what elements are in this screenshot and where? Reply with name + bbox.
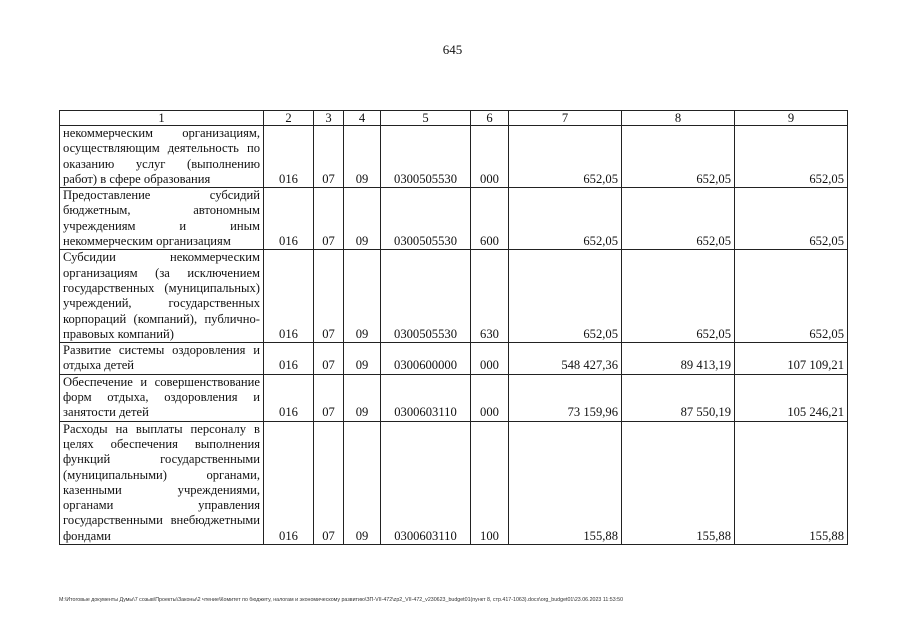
cell-ministry-code: 016 — [264, 421, 314, 544]
table-row — [60, 188, 848, 250]
cell-target-article: 0300505530 — [381, 126, 471, 188]
row-description: Обеспечение и совершенствование форм отдыха, оздоровления и занятости детей — [60, 374, 264, 421]
cell-amount-9: 652,05 — [735, 126, 848, 188]
cell-ministry-code: 016 — [264, 250, 314, 343]
cell-section: 07 — [314, 343, 344, 375]
cell-amount-7: 548 427,36 — [509, 343, 622, 375]
cell-amount-9: 105 246,21 — [735, 374, 848, 421]
cell-subsection: 09 — [344, 188, 381, 250]
cell-target-article: 0300603110 — [381, 421, 471, 544]
cell-amount-8: 652,05 — [622, 250, 735, 343]
cell-subsection: 09 — [344, 374, 381, 421]
cell-ministry-code: 016 — [264, 188, 314, 250]
header-col-7: 7 — [509, 111, 622, 126]
cell-ministry-code: 016 — [264, 126, 314, 188]
cell-amount-9: 155,88 — [735, 421, 848, 544]
cell-target-article: 0300600000 — [381, 343, 471, 375]
document-path-footer: M:\Итоговые документы Думы\7 созыв\Проекты\Законы\2 чтение\Комитет по бюджету, налогам и экономическому развитию\ЗП-VII-472\zp2_VII-472_v230623_budget01(пункт 8, стр.417-1063).docx\org_budget01\23.06.2023 11:53:50 — [59, 597, 624, 603]
table-row — [60, 374, 848, 421]
header-col-2: 2 — [264, 111, 314, 126]
cell-amount-9: 107 109,21 — [735, 343, 848, 375]
page-number: 645 — [442, 42, 463, 57]
header-col-3: 3 — [314, 111, 344, 126]
row-description: некоммерческим организациям, осуществляющим деятельность по оказанию услуг (выполнению работ) в сфере образования — [60, 126, 264, 188]
cell-amount-8: 155,88 — [622, 421, 735, 544]
cell-expense-type: 000 — [471, 374, 509, 421]
table-row — [60, 126, 848, 188]
cell-expense-type: 000 — [471, 343, 509, 375]
cell-ministry-code: 016 — [264, 374, 314, 421]
row-description: Предоставление субсидий бюджетным, автономным учреждениям и иным некоммерческим организациям — [60, 188, 264, 250]
cell-section: 07 — [314, 250, 344, 343]
header-col-4: 4 — [344, 111, 381, 126]
table-row — [60, 343, 848, 375]
cell-subsection: 09 — [344, 421, 381, 544]
row-description: Расходы на выплаты персоналу в целях обеспечения выполнения функций государственными (муниципальными) органами, казенными учреждениями, органами управления государственными внебюджетными фондами — [60, 421, 264, 544]
budget-table — [59, 110, 848, 545]
cell-amount-7: 652,05 — [509, 126, 622, 188]
cell-target-article: 0300603110 — [381, 374, 471, 421]
header-col-5: 5 — [381, 111, 471, 126]
cell-subsection: 09 — [344, 343, 381, 375]
cell-section: 07 — [314, 188, 344, 250]
cell-expense-type: 600 — [471, 188, 509, 250]
cell-amount-7: 155,88 — [509, 421, 622, 544]
cell-amount-8: 652,05 — [622, 126, 735, 188]
cell-section: 07 — [314, 374, 344, 421]
cell-section: 07 — [314, 421, 344, 544]
header-col-1: 1 — [60, 111, 264, 126]
cell-target-article: 0300505530 — [381, 250, 471, 343]
cell-ministry-code: 016 — [264, 343, 314, 375]
cell-expense-type: 000 — [471, 126, 509, 188]
header-col-8: 8 — [622, 111, 735, 126]
cell-expense-type: 100 — [471, 421, 509, 544]
cell-amount-9: 652,05 — [735, 250, 848, 343]
header-row — [60, 111, 848, 126]
cell-amount-8: 652,05 — [622, 188, 735, 250]
cell-target-article: 0300505530 — [381, 188, 471, 250]
cell-amount-7: 652,05 — [509, 250, 622, 343]
cell-amount-9: 652,05 — [735, 188, 848, 250]
cell-amount-7: 73 159,96 — [509, 374, 622, 421]
row-description: Развитие системы оздоровления и отдыха детей — [60, 343, 264, 375]
header-col-9: 9 — [735, 111, 848, 126]
cell-amount-8: 87 550,19 — [622, 374, 735, 421]
table-row — [60, 250, 848, 343]
cell-subsection: 09 — [344, 250, 381, 343]
cell-section: 07 — [314, 126, 344, 188]
cell-expense-type: 630 — [471, 250, 509, 343]
table-row — [60, 421, 848, 544]
cell-amount-7: 652,05 — [509, 188, 622, 250]
cell-amount-8: 89 413,19 — [622, 343, 735, 375]
cell-subsection: 09 — [344, 126, 381, 188]
row-description: Субсидии некоммерческим организациям (за исключением государственных (муниципальных) учреждений, государственных корпораций (компаний), публично-правовых компаний) — [60, 250, 264, 343]
header-col-6: 6 — [471, 111, 509, 126]
